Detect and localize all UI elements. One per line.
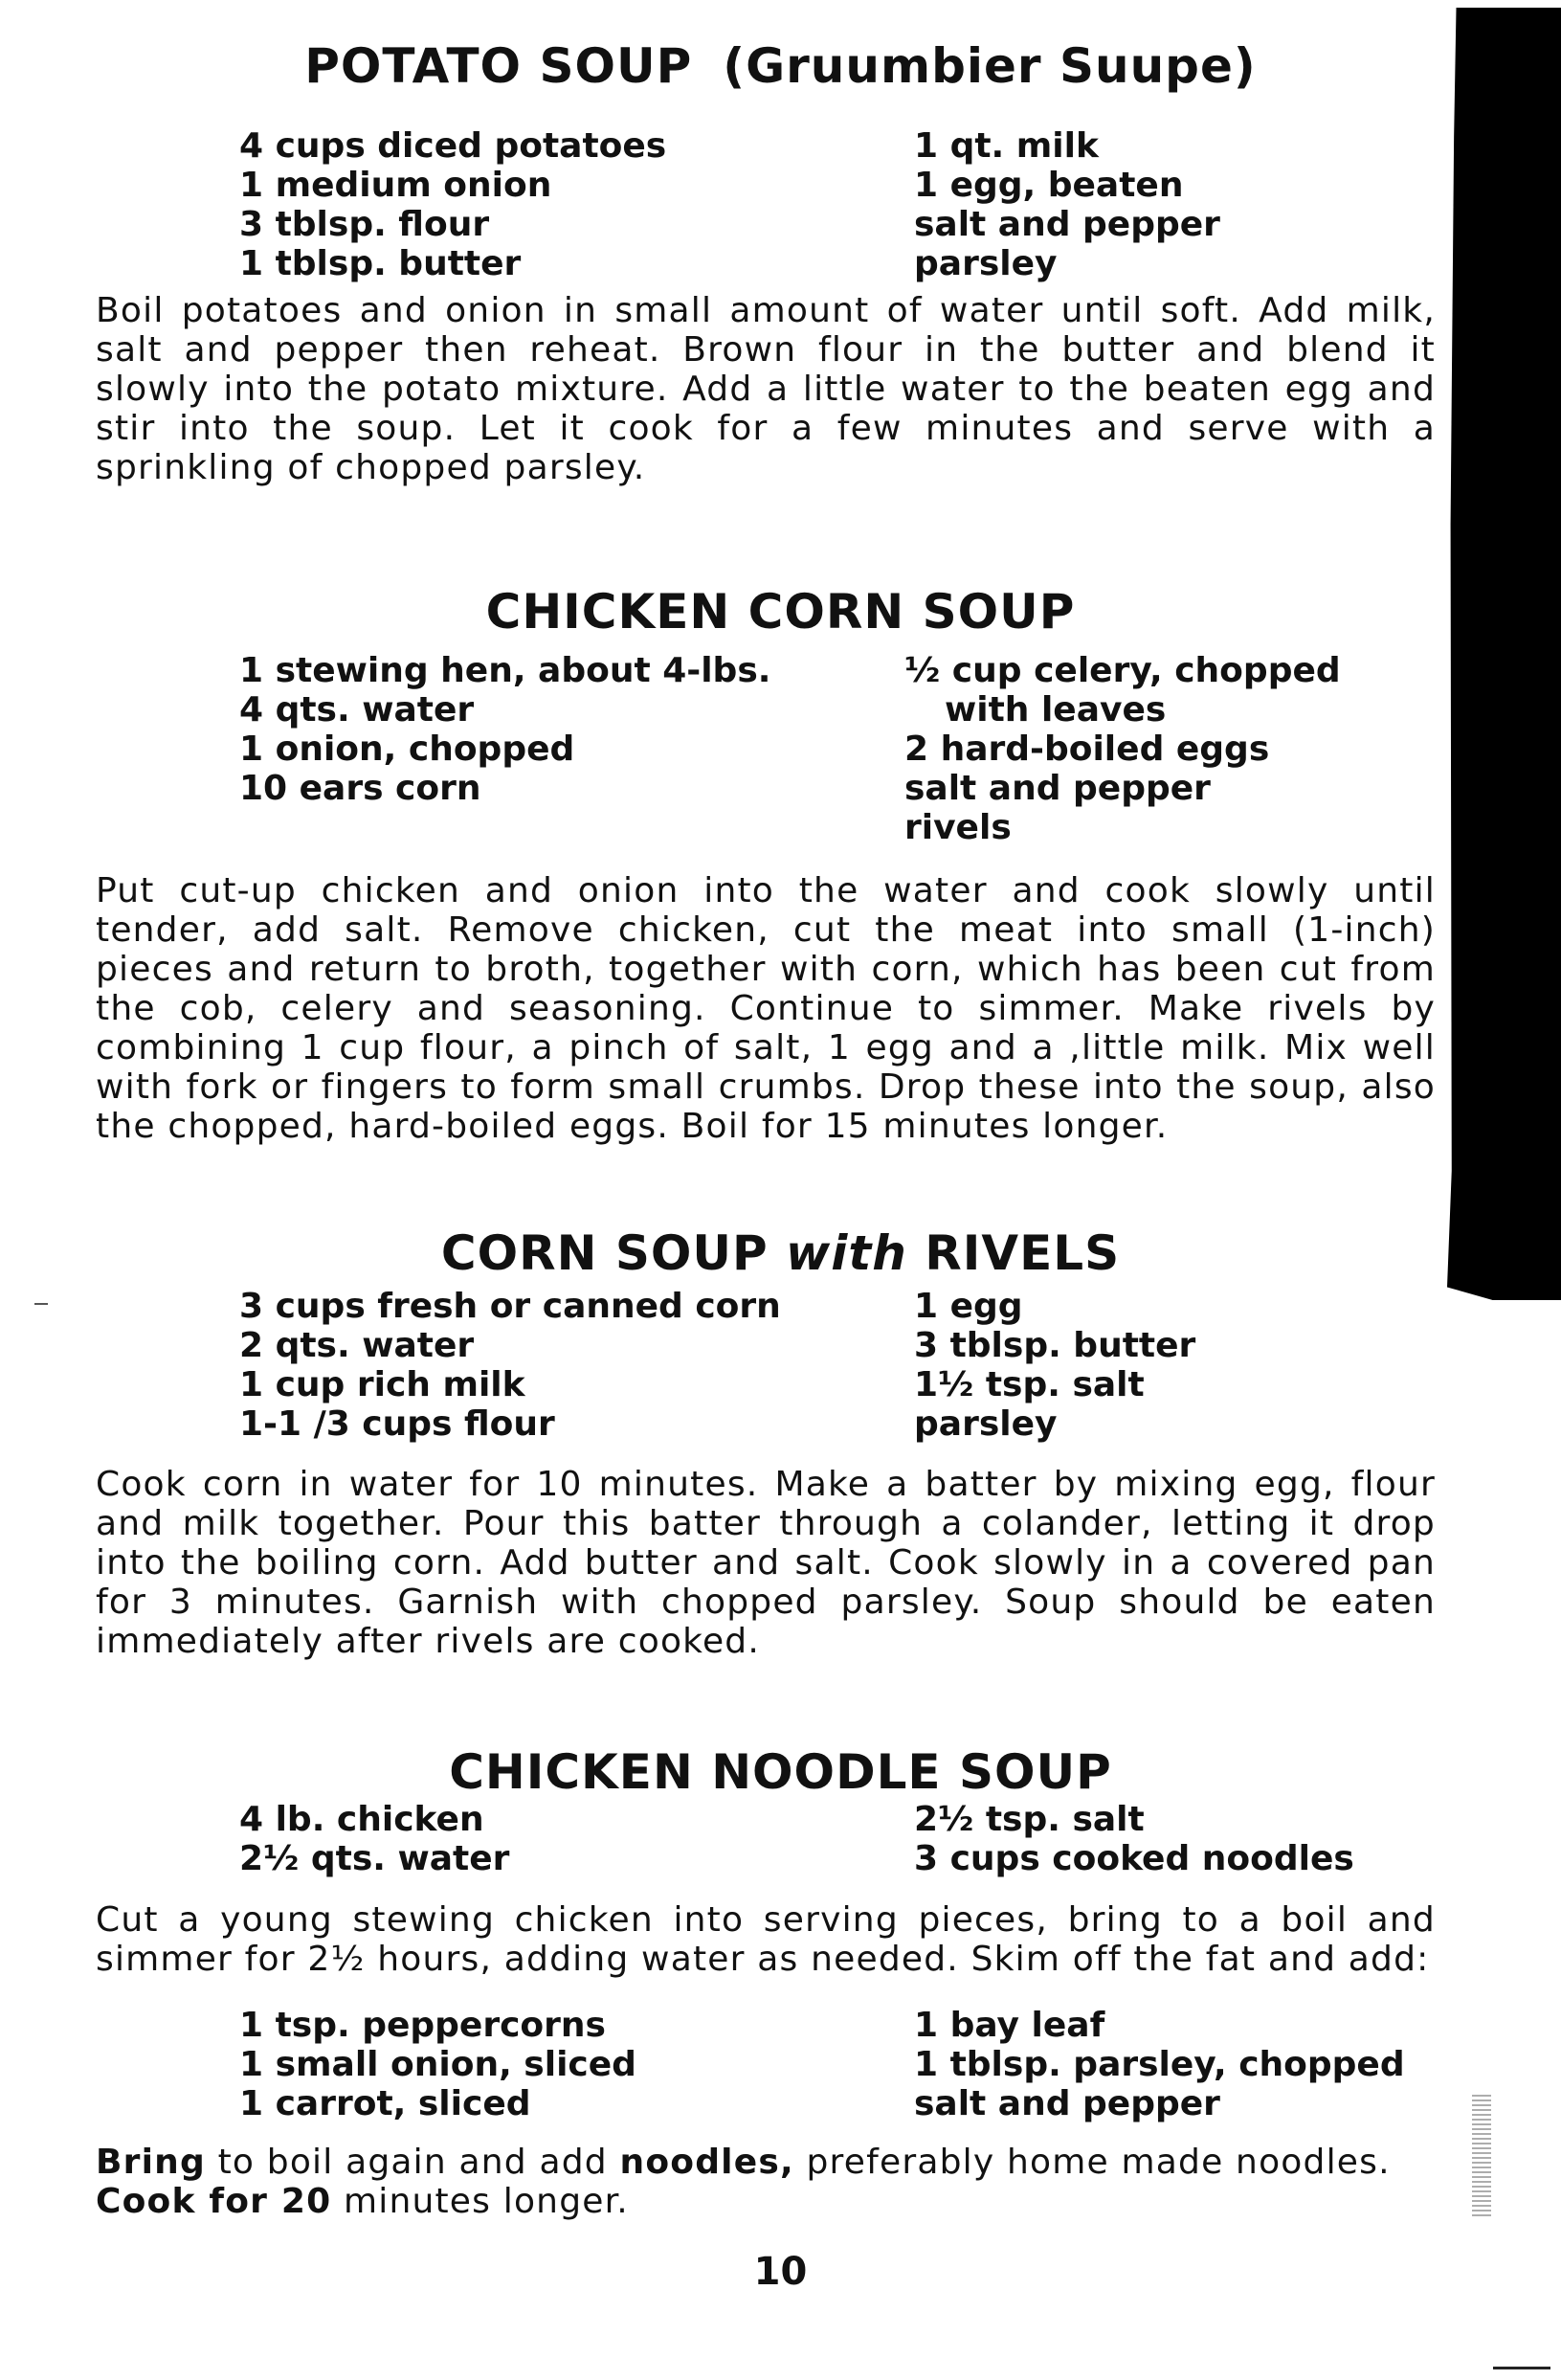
recipe-directions: Cook corn in water for 10 minutes. Make a batter by mixing egg, flour and milk together. Pour this batter through a colander, letting it drop into the boiling corn. Add butter and salt. Cook slowly in a covered pan for 3 minutes. Garnish with chopped parsley. Soup should be eaten immediately after rivels are cooked. <box>96 1465 1436 1661</box>
ingredient: salt and pepper <box>904 769 1211 808</box>
recipe-directions: Put cut-up chicken and onion into the water and cook slowly until tender, add salt. Remove chicken, cut the meat into small (1-inch) pieces and return to broth, together with corn, which has been cut from the cob, celery and seasoning. Continue to simmer. Make rivels by combining 1 cup flour, a pinch of salt, 1 egg and a ,little milk. Mix well with fork or fingers to form small crumbs. Drop these into the soup, also the chopped, hard-boiled eggs. Boil for 15 minutes longer. <box>96 871 1436 1146</box>
ingredient: 1 carrot, sliced <box>239 2084 531 2123</box>
ingredient: 1½ tsp. salt <box>914 1365 1145 1404</box>
final-step-noodles: noodles, <box>619 2143 794 2182</box>
ingredients-left <box>239 1287 781 1444</box>
ingredients-right <box>914 1800 1354 1878</box>
recipe-title-subtitle: (Gruumbier Suupe) <box>723 38 1257 94</box>
ingredient: 3 tblsp. butter <box>914 1326 1196 1365</box>
ingredients-left <box>239 1800 509 1878</box>
ingredient: ½ cup celery, chopped <box>904 651 1341 690</box>
recipe-title-part: CORN SOUP <box>440 1225 769 1281</box>
ingredient: 1 cup rich milk <box>239 1365 525 1404</box>
ingredient: salt and pepper <box>914 205 1220 244</box>
ingredients-left <box>239 651 770 808</box>
ingredients-left <box>239 126 666 283</box>
ingredient: 1-1 /3 cups flour <box>239 1404 555 1444</box>
ingredients2-left <box>239 2006 636 2123</box>
page-edge-shadow <box>1447 8 1561 1300</box>
ingredient: parsley <box>914 1404 1058 1444</box>
recipe-title <box>0 38 1561 94</box>
recipe-title-part: RIVELS <box>925 1225 1121 1281</box>
ingredient: 3 cups cooked noodles <box>914 1839 1354 1878</box>
ingredients-right <box>914 1287 1195 1444</box>
ingredient: 1 bay leaf <box>914 2006 1105 2045</box>
recipe-directions: Cut a young stewing chicken into serving pieces, bring to a boil and simmer for 2½ hours, adding water as needed. Skim off the fat and add: <box>96 1900 1436 1979</box>
page-edge-speck <box>1472 2092 1491 2216</box>
ingredient: 2½ qts. water <box>239 1839 510 1878</box>
final-step-text: to boil again and add <box>205 2143 620 2182</box>
ingredients2-right <box>914 2006 1405 2123</box>
stray-mark <box>34 1303 48 1305</box>
recipe-directions: Boil potatoes and onion in small amount of water until soft. Add milk, salt and pepper then reheat. Brown flour in the butter and blend it slowly into the potato mixture. Add a little water to the beaten egg and stir into the soup. Let it cook for a few minutes and serve with a sprinkling of chopped parsley. <box>96 291 1436 487</box>
ingredient: 1 onion, chopped <box>239 730 575 769</box>
recipe-title: CHICKEN NOODLE SOUP <box>449 1744 1112 1800</box>
ingredient: 1 qt. milk <box>914 126 1099 166</box>
page-number: 10 <box>753 2250 808 2294</box>
ingredient: 1 tblsp. butter <box>239 244 522 283</box>
ingredient: 1 tsp. peppercorns <box>239 2006 606 2045</box>
ingredient: with leaves <box>945 690 1167 730</box>
ingredient: 1 egg, beaten <box>914 166 1184 205</box>
ingredient: 1 medium onion <box>239 166 552 205</box>
page-edge-line <box>1493 2367 1550 2369</box>
ingredient: rivels <box>904 808 1012 847</box>
ingredients-right <box>904 651 1341 847</box>
ingredient: 4 cups diced potatoes <box>239 126 667 166</box>
recipe-title-with: with <box>786 1225 907 1281</box>
ingredient: 2½ tsp. salt <box>914 1800 1145 1839</box>
final-step-cook: Cook for 20 <box>96 2182 332 2221</box>
ingredient: 1 small onion, sliced <box>239 2045 636 2084</box>
ingredients-right <box>914 126 1220 283</box>
ingredient: 3 cups fresh or canned corn <box>239 1287 781 1326</box>
ingredient: 4 qts. water <box>239 690 475 730</box>
final-step-text: preferably home made noodles. <box>793 2143 1391 2182</box>
ingredient: 4 lb. chicken <box>239 1800 484 1839</box>
ingredient: 2 qts. water <box>239 1326 475 1365</box>
ingredient: 1 tblsp. parsley, chopped <box>914 2045 1405 2084</box>
ingredient: 1 stewing hen, about 4-lbs. <box>239 651 771 690</box>
ingredient: 2 hard-boiled eggs <box>904 730 1270 769</box>
final-step-bring: Bring <box>96 2143 206 2182</box>
ingredient: 3 tblsp. flour <box>239 205 490 244</box>
ingredient: salt and pepper <box>914 2084 1220 2123</box>
recipe-title-main: POTATO SOUP <box>304 38 693 94</box>
recipe-title <box>0 1225 1561 1281</box>
recipe-title: CHICKEN CORN SOUP <box>485 584 1076 640</box>
ingredient: 10 ears corn <box>239 769 481 808</box>
final-step-text: minutes longer. <box>331 2182 629 2221</box>
ingredient: parsley <box>914 244 1058 283</box>
recipe-final-step <box>96 2143 1436 2221</box>
ingredient: 1 egg <box>914 1287 1023 1326</box>
